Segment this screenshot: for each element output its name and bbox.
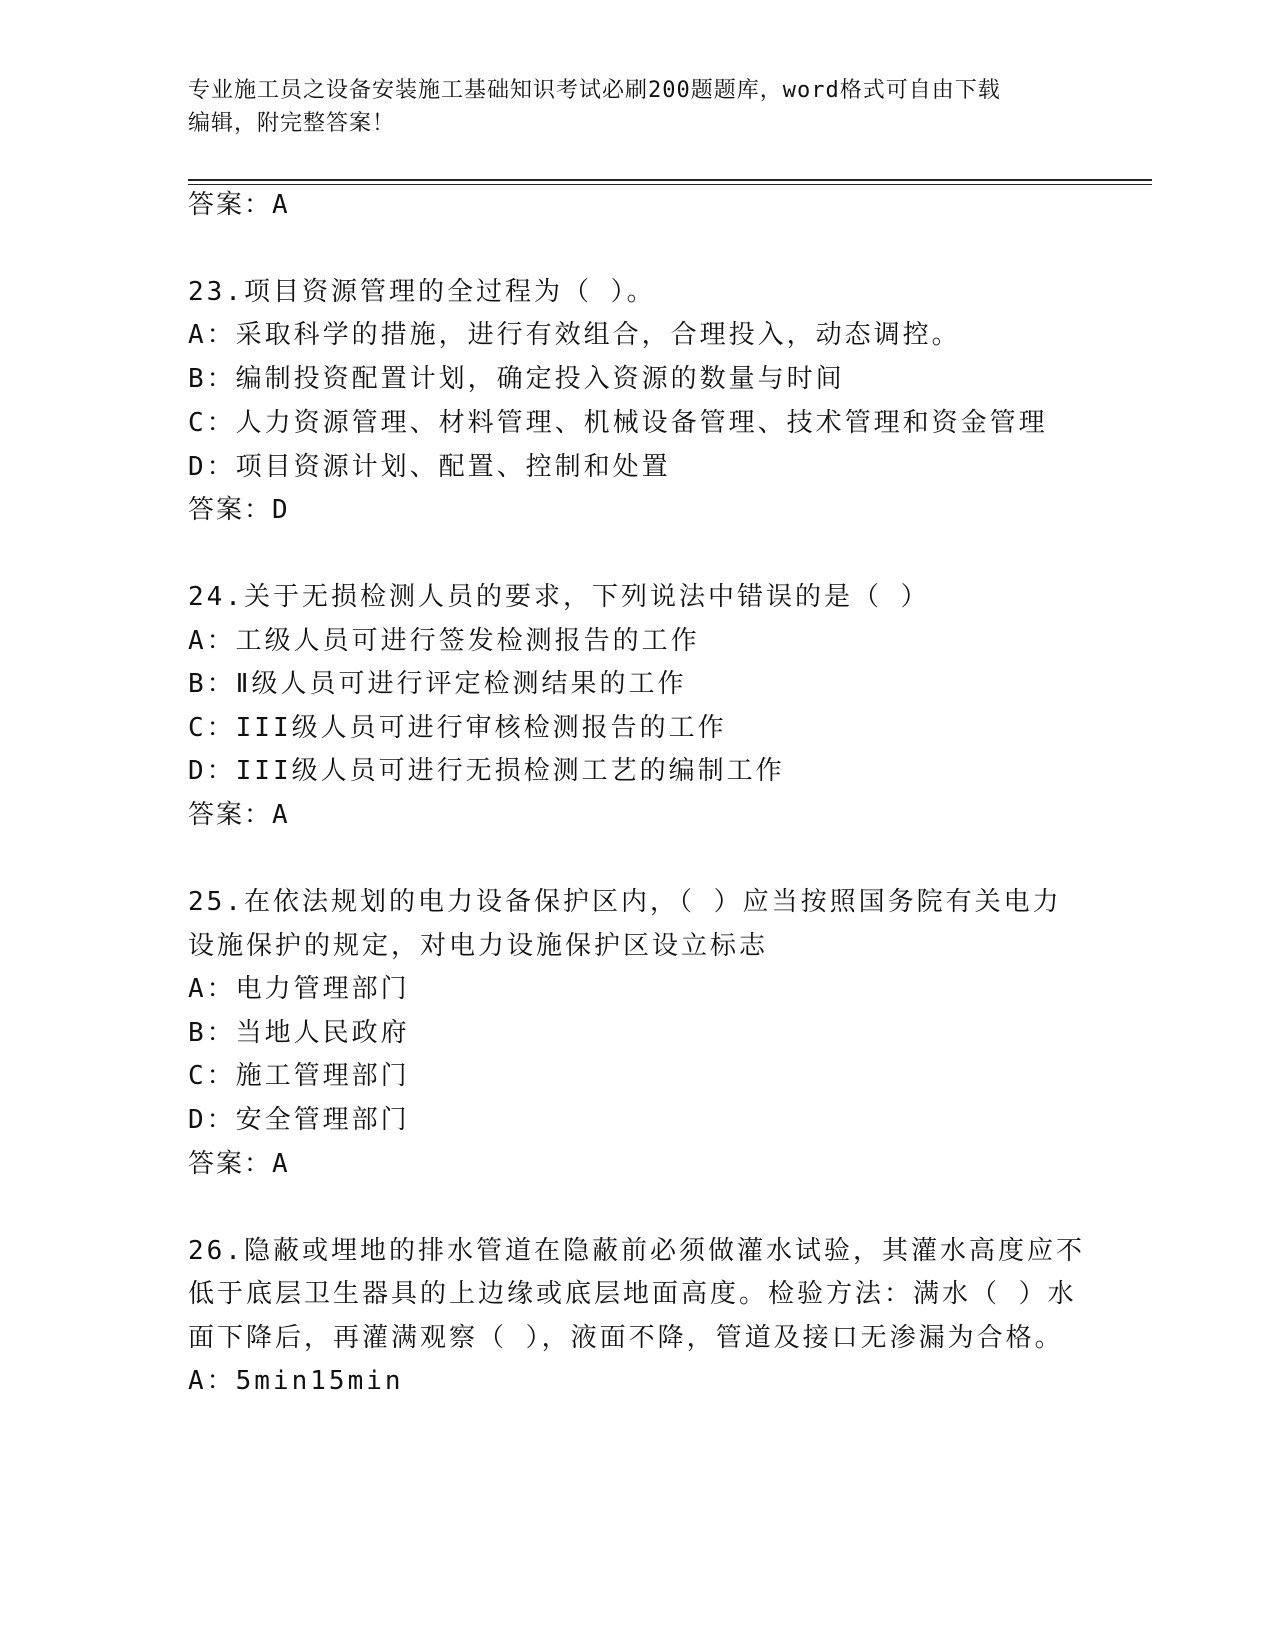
question-26-stem-line3: 面下降后，再灌满观察（ ），液面不降，管道及接口无渗漏为合格。 xyxy=(188,1323,1064,1353)
question-24-option-d: D：III级人员可进行无损检测工艺的编制工作 xyxy=(188,756,785,786)
question-24-option-c: C：III级人员可进行审核检测报告的工作 xyxy=(188,713,727,743)
question-26-stem-line1: 26.隐蔽或埋地的排水管道在隐蔽前必须做灌水试验，其灌水高度应不 xyxy=(188,1236,1085,1266)
question-23-option-c: C：人力资源管理、材料管理、机械设备管理、技术管理和资金管理 xyxy=(188,408,1048,438)
header-divider-thin xyxy=(188,184,1152,185)
question-23-answer: 答案：D xyxy=(188,495,290,525)
question-24-option-a: A：工级人员可进行签发检测报告的工作 xyxy=(188,626,700,656)
question-26-option-a: A：5min15min xyxy=(188,1366,404,1396)
header-title-line2: 编辑，附完整答案！ xyxy=(188,111,396,136)
question-24-stem: 24.关于无损检测人员的要求，下列说法中错误的是（ ） xyxy=(188,582,930,612)
question-25-option-a: A：电力管理部门 xyxy=(188,974,410,1004)
question-25-stem-line2: 设施保护的规定，对电力设施保护区设立标志 xyxy=(188,931,769,961)
answer-previous: 答案：A xyxy=(188,190,290,220)
question-26-stem-line2: 低于底层卫生器具的上边缘或底层地面高度。检验方法：满水（ ）水 xyxy=(188,1279,1077,1309)
question-24-answer: 答案：A xyxy=(188,800,290,830)
question-23-option-a: A：采取科学的措施，进行有效组合，合理投入，动态调控。 xyxy=(188,320,961,350)
question-23-option-d: D：项目资源计划、配置、控制和处置 xyxy=(188,452,671,482)
question-25-option-c: C：施工管理部门 xyxy=(188,1061,410,1091)
question-25-option-b: B：当地人民政府 xyxy=(188,1018,410,1048)
header-title-line1: 专业施工员之设备安装施工基础知识考试必刷200题题库，word格式可自由下载 xyxy=(188,78,1001,103)
question-24-option-b: B：Ⅱ级人员可进行评定检测结果的工作 xyxy=(188,669,687,699)
question-25-option-d: D：安全管理部门 xyxy=(188,1105,410,1135)
header-divider-thick xyxy=(188,179,1152,181)
document-header xyxy=(188,74,1068,140)
question-23-stem: 23.项目资源管理的全过程为（ ）。 xyxy=(188,277,656,307)
question-25-stem-line1: 25.在依法规划的电力设备保护区内，（ ）应当按照国务院有关电力 xyxy=(188,887,1062,917)
question-25-answer: 答案：A xyxy=(188,1149,290,1179)
question-23-option-b: B：编制投资配置计划，确定投入资源的数量与时间 xyxy=(188,364,845,394)
